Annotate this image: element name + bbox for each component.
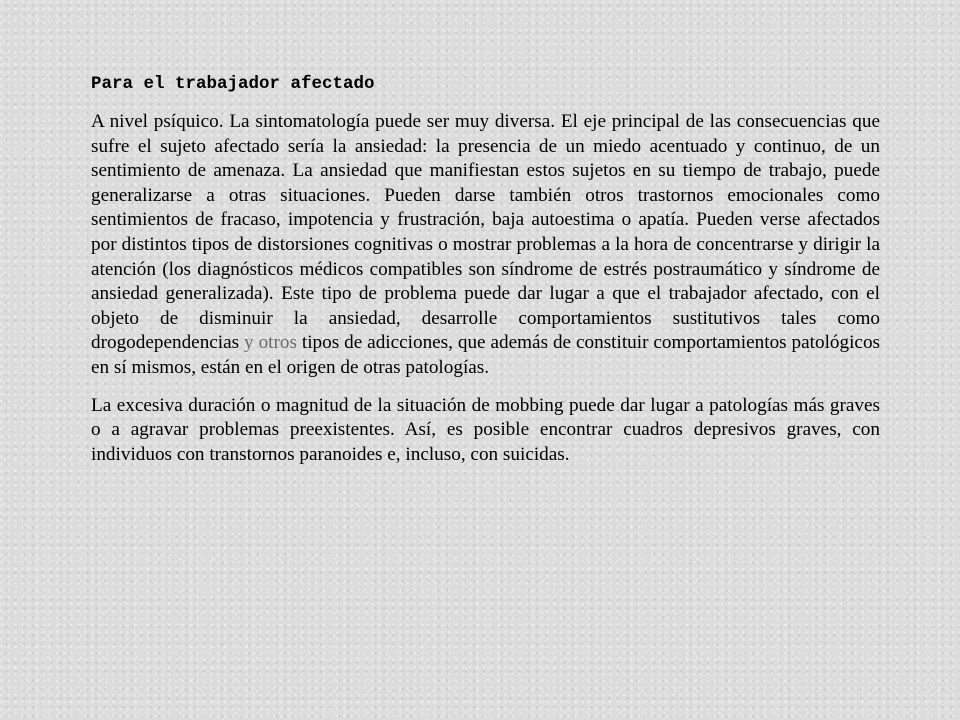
section-heading: Para el trabajador afectado bbox=[91, 74, 375, 94]
paragraph-mobbing-duration: La excesiva duración o magnitud de la situación de mobbing puede dar lugar a patologías más graves o a agravar problemas preexistentes. Así, es posible encontrar cuadros depresivos graves, con individuos con transtornos paranoides e, incluso, con suicidas. bbox=[91, 394, 880, 465]
paragraph-text-continued: tipos de adicciones, que además de constituir comportamientos patológicos en sí mismos, están en el origen de otras patologías. bbox=[91, 332, 881, 378]
muted-text: y otros bbox=[239, 332, 302, 354]
paragraph-text: A nivel psíquico. La sintomatología puede ser muy diversa. El eje principal de las consecuencias que sufre el sujeto afectado sería la ansiedad: la presencia de un miedo acentuado y continuo, de un sentimiento de amenaza. La ansiedad que manifiestan estos sujetos en su tiempo de trabajo, puede generalizarse a otras situaciones. Pueden darse también otros trastornos emocionales como sentimientos de fracaso, impotencia y frustración, baja autoestima o apatía. Pueden verse afectados por distintos tipos de distorsiones cognitivas o mostrar problemas a la hora de concentrarse y dirigir la atención (los diagnósticos médicos compatibles son síndrome de estrés postraumático y síndrome de ansiedad generalizada). Este tipo de problema puede dar lugar a que el trabajador afectado, con el objeto de disminuir la ansiedad, desarrolle comportamientos sustitutivos tales como drogodependencias bbox=[91, 111, 880, 354]
paragraph-psychic-level bbox=[91, 110, 880, 381]
text-block bbox=[91, 72, 880, 480]
